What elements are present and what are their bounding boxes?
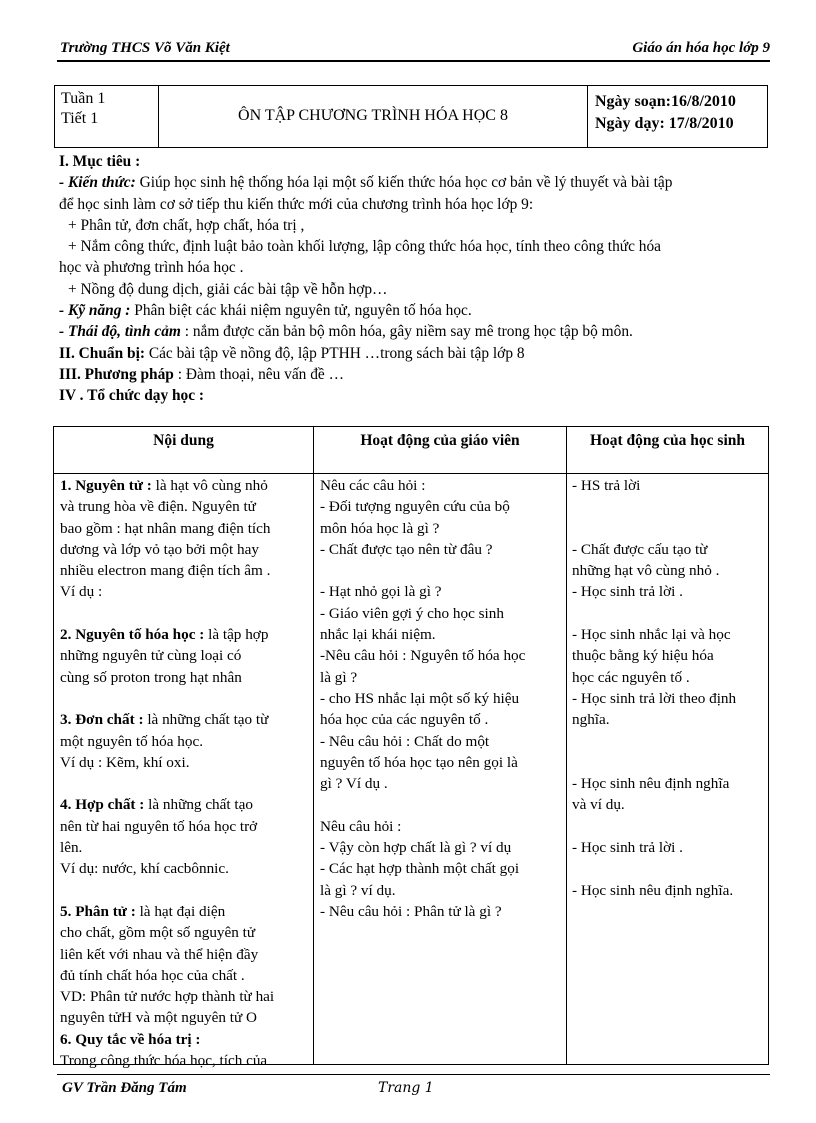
content-line — [60, 773, 274, 794]
student-line: và ví dụ. — [572, 796, 625, 814]
bullet-2b: học và phương trình hóa học . — [59, 259, 244, 277]
content-column — [60, 475, 274, 1071]
student-line: - Học sinh nêu định nghĩa — [572, 775, 730, 793]
week-label: Tuần 1 — [61, 90, 106, 107]
teacher-line: Nêu câu hỏi : — [320, 817, 402, 835]
content-line — [60, 944, 274, 965]
content-line — [60, 731, 274, 752]
teacher-line: môn hóa học là gì ? — [320, 519, 440, 537]
content-text: là hạt đại diện — [135, 902, 226, 920]
student-line: thuộc bằng ký hiệu hóa — [572, 647, 714, 665]
content-text: Trong công thức hóa học, tích của — [60, 1052, 268, 1070]
org-heading: IV . Tổ chức dạy học : — [59, 387, 205, 405]
content-heading: 4. Hợp chất : — [60, 796, 145, 814]
teacher-line: nguyên tố hóa học tạo nên gọi là — [320, 753, 518, 771]
header-content: Nội dung — [153, 432, 214, 449]
content-line — [60, 688, 274, 709]
header-rule — [57, 60, 770, 62]
prep-label: II. Chuẩn bị: — [59, 344, 145, 362]
content-heading: 1. Nguyên tử : — [60, 477, 152, 494]
content-text: dương và lớp vỏ tạo bởi một hay — [60, 540, 259, 558]
lesson-table — [53, 426, 769, 1070]
skill-label: - Kỹ năng : — [59, 302, 131, 320]
teacher-line: là gì ? ví dụ. — [320, 881, 396, 899]
week-cell — [55, 86, 159, 147]
content-line — [60, 965, 274, 986]
header-row-divider — [54, 473, 768, 474]
content-text: cùng số proton trong hạt nhân — [60, 668, 242, 686]
bullet-2a: + Nắm công thức, định luật bảo toàn khối lượng, lập công thức hóa học, tính theo công thức hóa — [68, 238, 662, 256]
content-line — [60, 794, 274, 815]
content-line — [60, 922, 274, 943]
column-divider-1 — [313, 427, 314, 1064]
content-heading: 2. Nguyên tố hóa học : — [60, 626, 205, 644]
content-text: những nguyên tử cùng loại có — [60, 647, 242, 665]
content-line — [60, 518, 274, 539]
student-line: những hạt vô cùng nhỏ . — [572, 562, 720, 580]
teacher-line: là gì ? — [320, 668, 358, 686]
content-line — [60, 539, 274, 560]
content-heading: 3. Đơn chất : — [60, 711, 144, 729]
student-line: - Học sinh trả lời . — [572, 583, 683, 601]
content-line — [60, 581, 274, 602]
student-line: - Học sinh nhắc lại và học — [572, 626, 731, 644]
teacher-line: - Giáo viên gợi ý cho học sinh — [320, 604, 504, 622]
content-text: là tập hợp — [204, 626, 269, 644]
student-line: học các nguyên tố . — [572, 668, 690, 686]
knowledge-cont: để học sinh làm cơ sở tiếp thu kiến thức mới của chương trình hóa học lớp 9: — [59, 195, 534, 213]
teacher-line: - Chất được tạo nên từ đâu ? — [320, 540, 493, 558]
content-line — [60, 901, 274, 922]
student-line: nghĩa. — [572, 711, 610, 729]
student-line: - Học sinh nêu định nghĩa. — [572, 881, 734, 899]
content-line — [60, 1007, 274, 1028]
content-line — [60, 560, 274, 581]
teacher-line: gì ? Ví dụ . — [320, 775, 388, 793]
content-text: nhiều electron mang điện tích âm . — [60, 562, 271, 580]
student-line: - HS trả lời — [572, 477, 641, 494]
method-line — [59, 364, 774, 385]
content-line — [60, 816, 274, 837]
content-line — [60, 880, 274, 901]
teacher-line: - Đối tượng nguyên cứu của bộ — [320, 498, 510, 516]
page-number: Trang 1 — [378, 1080, 434, 1096]
knowledge-line — [59, 172, 774, 193]
objectives-section — [59, 151, 774, 407]
content-text: nên từ hai nguyên tố hóa học trở — [60, 817, 258, 835]
content-line — [60, 645, 274, 666]
content-text: đủ tính chất hóa học của chất . — [60, 966, 245, 984]
student-line — [572, 496, 736, 517]
content-line — [60, 709, 274, 730]
content-line — [60, 986, 274, 1007]
method-text: : Đàm thoại, nêu vấn đề … — [173, 365, 344, 383]
content-line — [60, 1050, 274, 1071]
content-line — [60, 837, 274, 858]
footer-rule — [57, 1074, 770, 1075]
teacher-line: -Nêu câu hỏi : Nguyên tố hóa học — [320, 647, 526, 665]
student-line — [572, 731, 736, 752]
skill-text: Phân biệt các khái niệm nguyên tử, nguyên tố hóa học. — [130, 302, 472, 320]
bullet-1: + Phân tử, đơn chất, hợp chất, hóa trị , — [68, 216, 305, 234]
content-text: cho chất, gồm một số nguyên tử — [60, 924, 256, 942]
content-text: là hạt vô cùng nhỏ — [151, 477, 268, 494]
lesson-title: ÔN TẬP CHƯƠNG TRÌNH HÓA HỌC 8 — [238, 107, 508, 124]
content-line — [60, 667, 274, 688]
teacher-line — [320, 560, 525, 581]
knowledge-label: - Kiến thức: — [59, 174, 136, 192]
content-text: Ví dụ : — [60, 583, 103, 601]
student-line — [572, 603, 736, 624]
content-line — [60, 475, 274, 496]
teacher-line: - Các hạt hợp thành một chất gọi — [320, 860, 520, 878]
student-column — [572, 475, 736, 901]
student-line — [572, 858, 736, 879]
content-text: một nguyên tố hóa học. — [60, 732, 203, 750]
teacher-column — [320, 475, 525, 922]
teacher-line: Nêu các câu hỏi : — [320, 477, 426, 494]
subject-title: Giáo án hóa học lớp 9 — [632, 40, 770, 56]
content-text: liên kết với nhau và thể hiện đầy — [60, 945, 259, 963]
content-text: Ví dụ: nước, khí cacbônnic. — [60, 860, 229, 878]
content-line — [60, 752, 274, 773]
teacher-line: - cho HS nhắc lại một số ký hiệu — [320, 689, 520, 707]
teacher-line: hóa học của các nguyên tố . — [320, 711, 489, 729]
bullet-3: + Nồng độ dung dịch, giải các bài tập về hỗn hợp… — [68, 280, 388, 298]
prep-date: Ngày soạn:16/8/2010 — [595, 93, 736, 110]
skill-line — [59, 300, 774, 321]
prep-text: Các bài tập về nồng độ, lập PTHH …trong sách bài tập lớp 8 — [144, 344, 525, 362]
student-line — [572, 518, 736, 539]
content-text: là những chất tạo từ — [143, 711, 269, 729]
header-student: Hoạt động của học sinh — [589, 432, 746, 449]
student-line: - Học sinh trả lời . — [572, 839, 683, 857]
content-line — [60, 1029, 274, 1050]
prep-line — [59, 343, 774, 364]
objectives-heading: I. Mục tiêu : — [59, 153, 141, 170]
knowledge-text: Giúp học sinh hệ thống hóa lại một số kiến thức hóa học cơ bản về lý thuyết và bài tập — [135, 174, 673, 192]
content-line — [60, 603, 274, 624]
date-cell — [587, 86, 767, 147]
student-line — [572, 816, 736, 837]
content-line — [60, 496, 274, 517]
teacher-line: - Vậy còn hợp chất là gì ? ví dụ — [320, 839, 512, 857]
teacher-name: GV Trần Đăng Tám — [62, 1080, 187, 1096]
content-heading: 5. Phân tử : — [60, 902, 136, 920]
content-line — [60, 858, 274, 879]
teacher-line — [320, 794, 525, 815]
attitude-text: : nắm được căn bản bộ môn hóa, gây niềm say mê trong học tập bộ môn. — [180, 323, 633, 341]
content-text: lên. — [60, 839, 83, 857]
teacher-line: nhắc lại khái niệm. — [320, 626, 436, 644]
teacher-line: - Nêu câu hỏi : Chất do một — [320, 732, 490, 750]
header-teacher: Hoạt động của giáo viên — [360, 432, 520, 449]
content-heading: 6. Quy tắc về hóa trị : — [60, 1030, 201, 1048]
attitude-line — [59, 321, 774, 342]
student-line: - Học sinh trả lời theo định — [572, 689, 737, 707]
column-divider-2 — [566, 427, 567, 1064]
content-text: VD: Phân tử nước hợp thành từ hai — [60, 988, 275, 1006]
content-text: bao gồm : hạt nhân mang điện tích — [60, 519, 271, 537]
method-label: III. Phương pháp — [59, 365, 174, 383]
content-text: nguyên tửH và một nguyên tử O — [60, 1009, 257, 1027]
content-line — [60, 624, 274, 645]
school-name: Trường THCS Võ Văn Kiệt — [60, 40, 230, 56]
student-line — [572, 752, 736, 773]
content-text: và trung hòa về điện. Nguyên tử — [60, 498, 256, 516]
lesson-info-box — [54, 85, 768, 148]
period-label: Tiết 1 — [61, 110, 99, 127]
student-line: - Chất được cấu tạo từ — [572, 540, 708, 558]
content-text: Ví dụ : Kẽm, khí oxi. — [60, 753, 190, 771]
teach-date: Ngày dạy: 17/8/2010 — [595, 115, 734, 132]
content-text: là những chất tạo — [144, 796, 253, 814]
attitude-label: - Thái độ, tình cảm — [59, 323, 181, 341]
teacher-line: - Hạt nhỏ gọi là gì ? — [320, 583, 442, 601]
teacher-line: - Nêu câu hỏi : Phân tử là gì ? — [320, 902, 502, 920]
